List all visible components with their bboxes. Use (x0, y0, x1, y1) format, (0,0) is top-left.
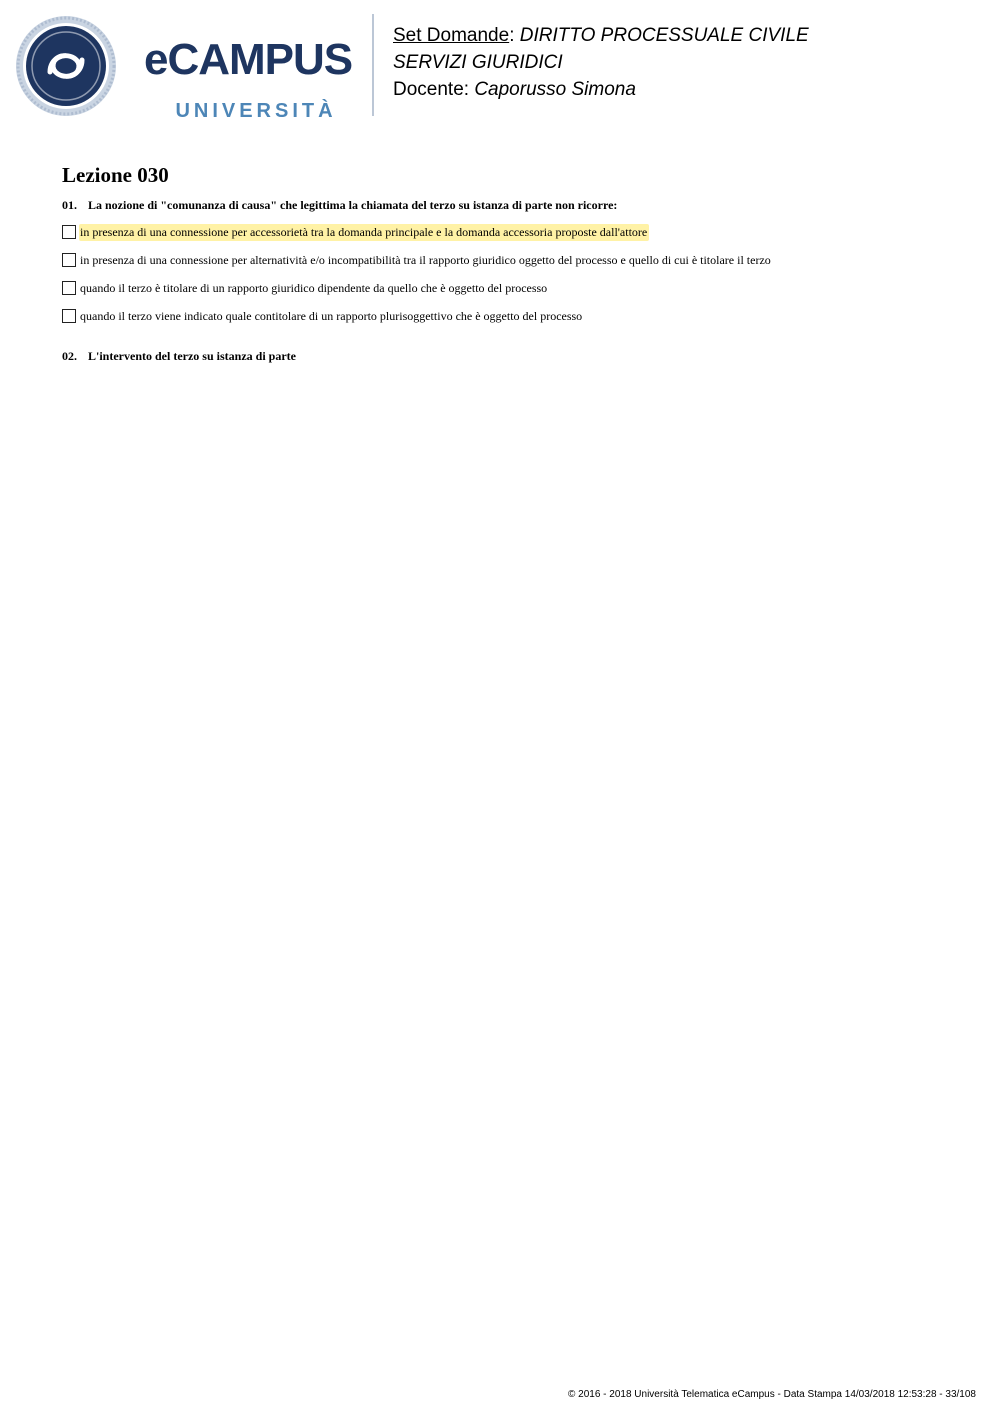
question-text: La nozione di "comunanza di causa" che legittima la chiamata del terzo su istanza di parte non ricorre: (88, 198, 618, 212)
ecampus-logo (14, 14, 359, 122)
answer-text: in presenza di una connessione per alternatività e/o incompatibilità tra il rapporto giuridico oggetto del processo e quello di cui è titolare il terzo (80, 252, 771, 267)
answer-text: quando il terzo viene indicato quale contitolare di un rapporto plurisoggettivo che è oggetto del processo (80, 308, 583, 323)
set-label: Set Domande (393, 25, 510, 46)
answer-checkbox[interactable] (62, 309, 76, 323)
docente-name: Caporusso Simona (474, 79, 636, 100)
docente-line (393, 76, 809, 103)
answer-option[interactable] (62, 223, 649, 241)
answer-option[interactable] (62, 251, 773, 269)
page-footer: © 2016 - 2018 Università Telematica eCampus - Data Stampa 14/03/2018 12:53:28 - 33/108 (568, 1389, 976, 1400)
question-number: 02. (62, 349, 77, 363)
set-name: DIRITTO PROCESSUALE CIVILE (519, 25, 809, 46)
set-line (393, 22, 809, 49)
logo-brand: eCAMPUS (144, 35, 353, 84)
ecampus-seal-icon (14, 14, 118, 118)
question-number: 01. (62, 198, 77, 212)
lesson-title: Lezione 030 (62, 163, 169, 187)
answer-checkbox[interactable] (62, 281, 76, 295)
answer-option[interactable] (62, 307, 584, 325)
question-02 (62, 348, 296, 364)
set-name-line2: SERVIZI GIURIDICI (393, 52, 563, 73)
question-01 (62, 197, 617, 213)
question-text: L'intervento del terzo su istanza di parte (88, 349, 296, 363)
set-separator: : (509, 25, 515, 46)
answer-text: in presenza di una connessione per accessorietà tra la domanda principale e la domanda accessoria proposte dall'attore (80, 224, 648, 239)
header-divider (372, 14, 374, 116)
logo-subtitle: UNIVERSITÀ (175, 100, 337, 122)
docente-label: Docente: (393, 79, 470, 100)
answer-text: quando il terzo è titolare di un rapporto giuridico dipendente da quello che è oggetto del processo (80, 280, 548, 295)
answer-checkbox[interactable] (62, 253, 76, 267)
header-info (393, 22, 809, 103)
answer-option[interactable] (62, 279, 549, 297)
answer-checkbox[interactable] (62, 225, 76, 239)
